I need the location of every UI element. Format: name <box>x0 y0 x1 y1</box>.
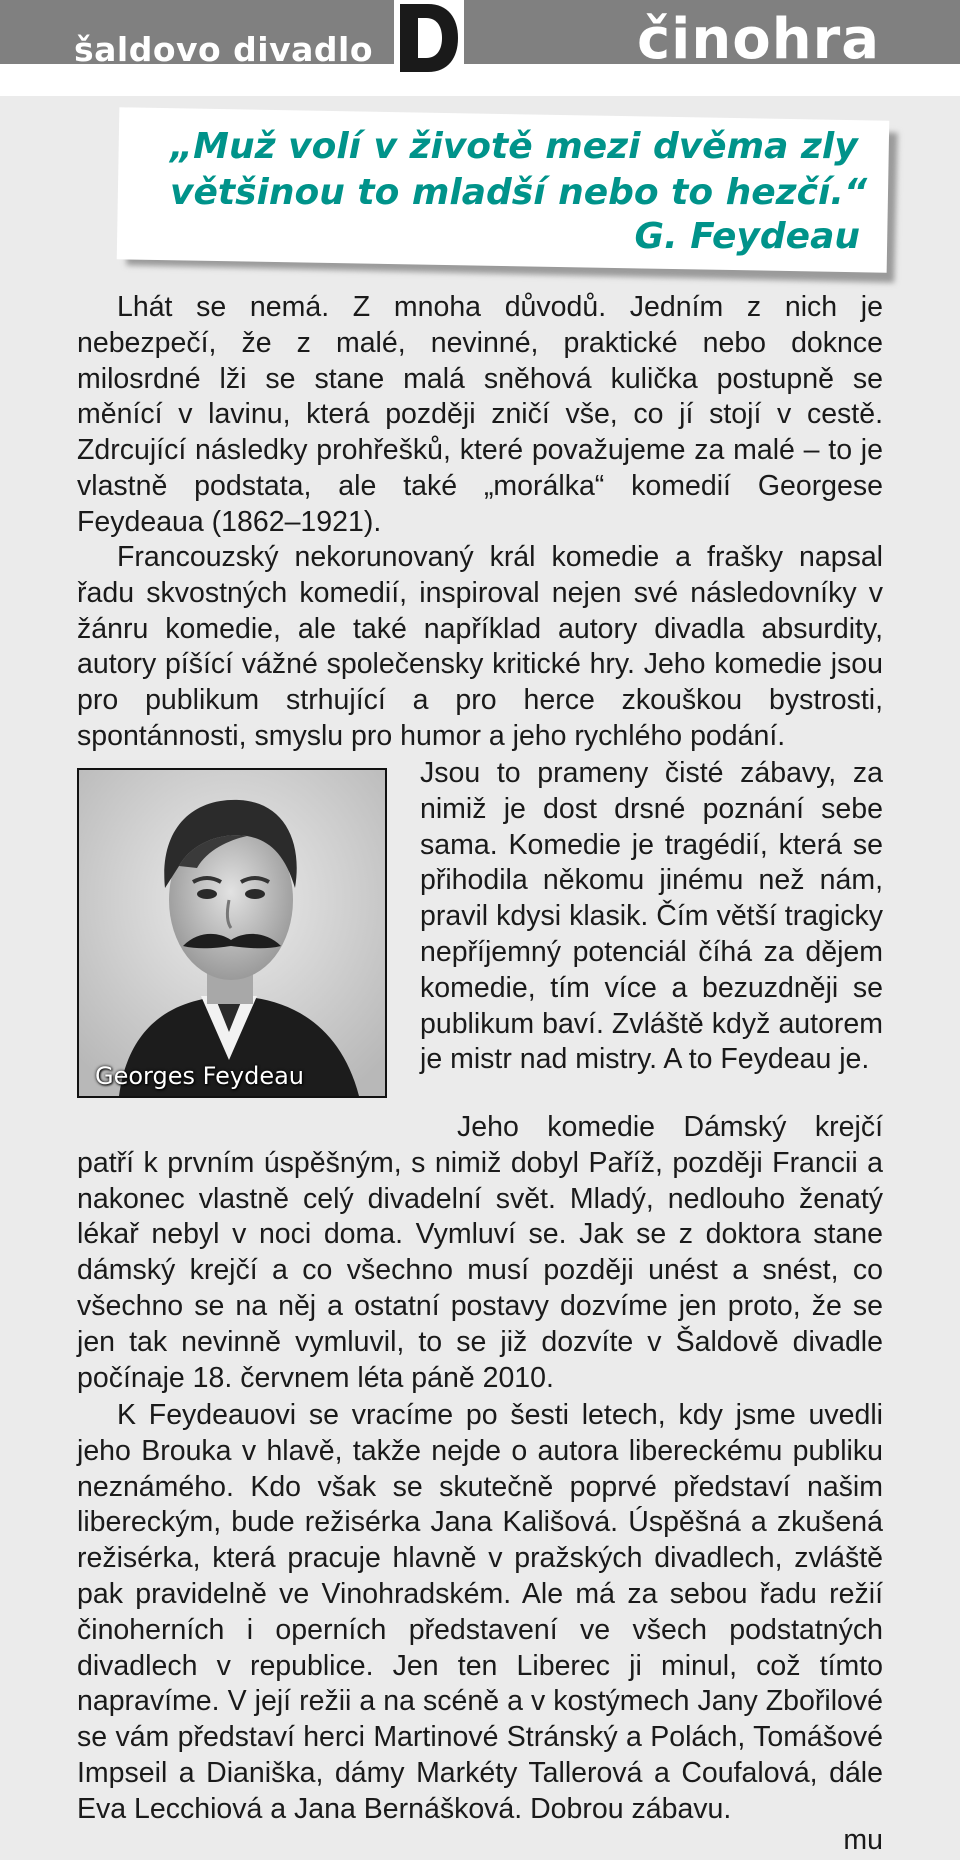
quote-text: „Muž volí v životě mezi dvěma zly většinou to mladší nebo to hezčí.“ <box>170 126 868 213</box>
author-signature: mu <box>843 1824 883 1856</box>
article-paragraph-3: Jeho komedie Dámský krejčí patří k prvním úspěšným, s nimiž dobyl Paříž, později Francii a nakonec vlastně celý divadelní svět. Mladý, nedlouho ženatý lékař nebyl v noci doma. Vymluví se. Jak se z doktora stane dámský krejčí a co všechno musí později unést a snést, co všechno se na něj a ostatní postavy dozvíme jen proto, že se jen tak nevinně vymluvil, to se již dozvíte v Šaldově divadle počínaje 18. červnem léta páně 2010. <box>77 1111 883 1394</box>
portrait-caption: Georges Feydeau <box>95 1062 305 1090</box>
theatre-logo-icon <box>394 0 464 76</box>
portrait-illustration <box>79 770 385 1096</box>
article-paragraph-1: Lhát se nemá. Z mnoha důvodů. Jedním z nich je nebezpečí, že z malé, nevinné, praktické nebo doknce milosrdné lži se stane malá sněhová kulička postupně se měnící v lavinu, která později zničí vše, co jí stojí v cestě. Zdrcující následky prohřešků, které považujeme za malé – to je vlastně podstata, ale také „morálka“ komedií Georgese Feydeaua (1862–1921). <box>77 291 883 538</box>
article-paragraph-4: K Feydeauovi se vracíme po šesti letech, kdy jsme uvedli jeho Brouka v hlavě, takže nejde o autora libereckému publiku neznámého. Kdo však se skutečně poprvé představí našim libereckým, bude režisérka Jana Kališová. Úspěšná a zkušená režisérka, která pracuje hlavně v pražských divadlech, zvláště pak pravidelně ve Vinohradském. Ale má za sebou řadu režií činoherních i operních představení ve všech podstatných divadlech v republice. Jen ten Liberec ji minul, což tímto napravíme. V její režii a na scéně a v kostýmech Jany Zbořilové se vám představí herci Martinové Stránský a Polách, Tomášové Impseil a Dianiška, dámy Markéty Tallerová a Coufalová, dále Eva Lecchiová a Jana Bernášková. Dobrou zábavu. <box>77 1399 883 1825</box>
quote-author: G. Feydeau <box>634 216 860 257</box>
article-paragraph-2: Francouzský nekorunovaný král komedie a frašky napsal řadu skvostných komedií, inspiroval nejen své následovníky v žánru komedie, ale také například autory divadla absurdity, autory píšící vážné společensky kritické hry. Jeho komedie jsou pro publikum strhující a pro herce zkouškou bystrosti, spontánnosti, smyslu pro humor a jeho rychlého podání. <box>77 541 883 752</box>
article-paragraph-2-continued: Jsou to prameny čisté zábavy, za nimiž je dost drsné poznání sebe sama. Komedie je tragédií, která se přihodila někomu jinému než nám, pravil kdysi klasik. Čím větší tragicky nepříjemný potenciál číhá za dějem komedie, tím více a bezuzdněji se publikum baví. Zvláště když autorem je mistr nad mistry. A to Feydeau je. <box>420 757 883 1076</box>
section-title: činohra <box>636 7 880 72</box>
portrait-photo <box>77 768 387 1098</box>
theatre-name: šaldovo divadlo <box>74 30 374 69</box>
